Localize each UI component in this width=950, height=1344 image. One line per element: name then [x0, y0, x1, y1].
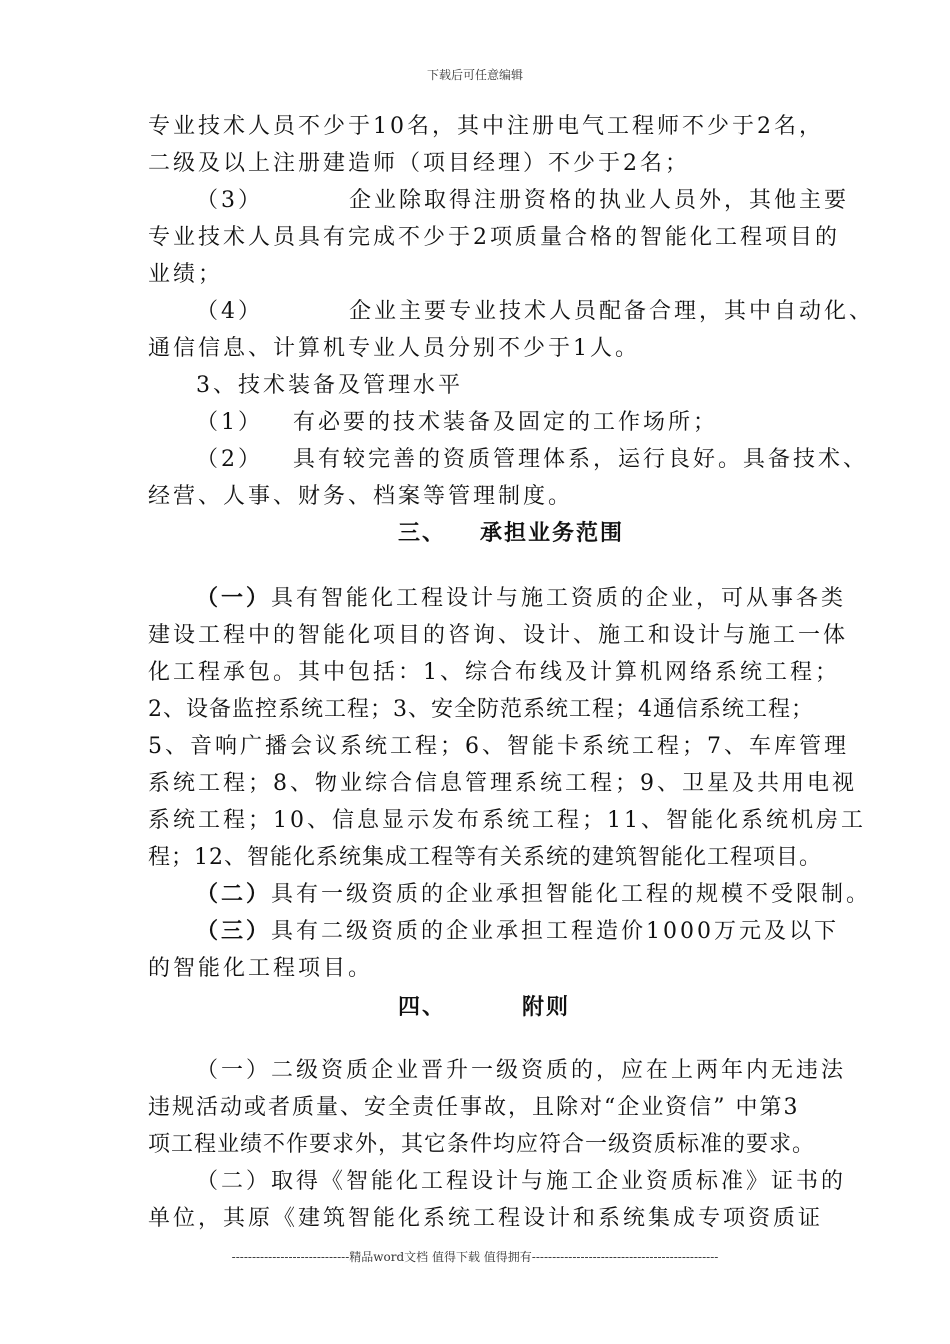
paragraph-line: 业绩； — [148, 262, 224, 287]
paragraph-line: 系统工程；10、信息显示发布系统工程；11、智能化系统机房工 — [148, 808, 866, 833]
item-text: 具有二级资质的企业承担工程造价1000万元及以下 — [271, 919, 840, 944]
item-number: （3） — [196, 188, 263, 213]
paragraph-line: 通信信息、计算机专业人员分别不少于1人。 — [148, 336, 640, 361]
section-title: 附则 — [522, 995, 571, 1020]
paragraph-line — [196, 297, 874, 327]
paragraph-line: 化工程承包。其中包括：1、综合布线及计算机网络系统工程； — [148, 660, 840, 685]
paragraph-line: 二级及以上注册建造师（项目经理）不少于2名； — [148, 151, 690, 176]
item-text: 有必要的技术装备及固定的工作场所； — [293, 410, 719, 435]
paragraph-line — [196, 186, 849, 216]
item-label: （二） — [196, 882, 272, 907]
item-text: 具有较完善的资质管理体系，运行良好。具备技术、 — [293, 447, 869, 472]
paragraph-line: 的智能化工程项目。 — [148, 956, 374, 981]
paragraph-line — [196, 880, 871, 910]
paragraph-line: 程；12、智能化系统集成工程等有关系统的建筑智能化工程项目。 — [148, 845, 822, 870]
item-number: （4） — [196, 299, 263, 324]
paragraph-line: 违规活动或者质量、安全责任事故，且除对“企业资信” 中第3 — [148, 1095, 800, 1120]
page-footer: -----------------------------精品word文档 值得下载 值得拥有---------------------------------------------- — [231, 1250, 719, 1264]
item-text: 具有一级资质的企业承担智能化工程的规模不受限制。 — [271, 882, 872, 907]
paragraph-line: （二）取得《智能化工程设计与施工企业资质标准》证书的 — [196, 1169, 847, 1194]
section-heading — [398, 516, 624, 547]
paragraph-line — [196, 917, 839, 947]
paragraph-line — [196, 408, 718, 438]
paragraph-line: （一）二级资质企业晋升一级资质的，应在上两年内无违法 — [196, 1058, 847, 1083]
item-number: （1） — [196, 410, 263, 435]
item-text: 企业除取得注册资格的执业人员外，其他主要 — [349, 188, 850, 213]
item-text: 具有智能化工程设计与施工资质的企业，可从事各类 — [271, 586, 847, 611]
section-number: 四、 — [398, 995, 447, 1020]
item-text: 企业主要专业技术人员配备合理，其中自动化、 — [349, 299, 875, 324]
item-number: （2） — [196, 447, 263, 472]
section-title: 承担业务范围 — [480, 521, 625, 546]
paragraph-line: 项工程业绩不作要求外，其它条件均应符合一级资质标准的要求。 — [148, 1132, 816, 1157]
paragraph-line: 2、设备监控系统工程；3、安全防范系统工程；4通信系统工程； — [148, 697, 814, 722]
paragraph-line: 专业技术人员具有完成不少于2项质量合格的智能化工程项目的 — [148, 225, 840, 250]
subsection-heading: 3、技术装备及管理水平 — [196, 373, 463, 398]
section-number: 三、 — [398, 521, 447, 546]
section-heading — [398, 990, 570, 1021]
paragraph-line: 单位，其原《建筑智能化系统工程设计和系统集成专项资质证 — [148, 1206, 824, 1231]
paragraph-line — [196, 584, 846, 614]
paragraph-line: 经营、人事、财务、档案等管理制度。 — [148, 484, 574, 509]
page-header: 下载后可任意编辑 — [426, 68, 523, 82]
paragraph-line: 专业技术人员不少于10名，其中注册电气工程师不少于2名， — [148, 114, 824, 139]
item-label: （一） — [196, 586, 272, 611]
paragraph-line: 5、音响广播会议系统工程；6、智能卡系统工程；7、车库管理 — [148, 734, 849, 759]
item-label: （三） — [196, 919, 272, 944]
paragraph-line — [196, 445, 868, 475]
paragraph-line: 系统工程；8、物业综合信息管理系统工程；9、卫星及共用电视 — [148, 771, 857, 796]
paragraph-line: 建设工程中的智能化项目的咨询、设计、施工和设计与施工一体 — [148, 623, 849, 648]
